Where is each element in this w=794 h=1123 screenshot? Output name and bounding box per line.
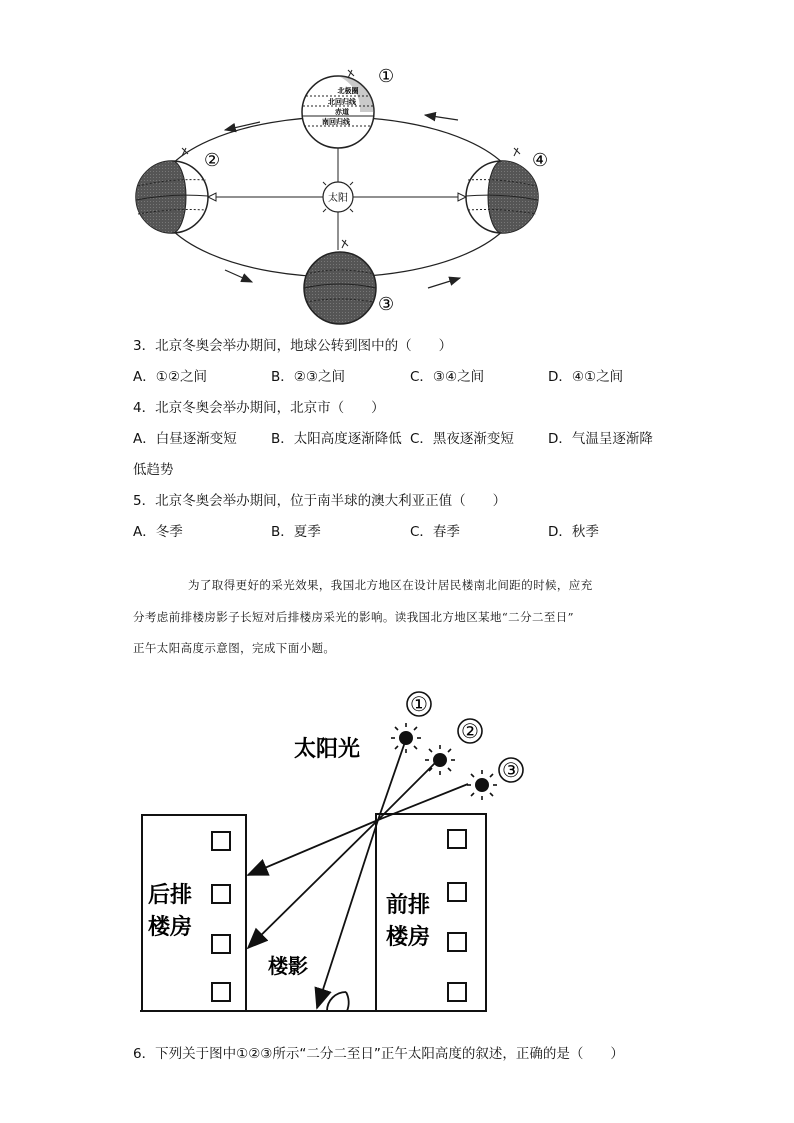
globe-position-3 [304, 240, 376, 324]
globe1-line-label: 南回归线 [322, 118, 350, 126]
question-4-option-b[interactable]: B．太阳高度逐渐降低 [271, 431, 402, 447]
globe-position-1 [302, 70, 374, 148]
globe1-line-label: 北极圈 [337, 87, 359, 95]
sun-icon [425, 745, 455, 775]
question-3-option-a[interactable]: A．①②之间 [133, 369, 207, 385]
globe-position-2 [136, 148, 208, 233]
sunlight-label: 太阳光 [294, 737, 361, 762]
question-5-option-b[interactable]: B．夏季 [271, 524, 321, 540]
globe1-line-label: 赤道 [335, 108, 349, 116]
question-5-option-a[interactable]: A．冬季 [133, 524, 183, 540]
sun-mark-1: ① [410, 692, 428, 716]
passage-line-1: 为了取得更好的采光效果，我国北方地区在设计居民楼南北间距的时候，应充 [188, 578, 593, 592]
position-mark-3: ③ [378, 294, 395, 315]
earth-orbit-figure [120, 60, 560, 335]
front-building-label: 前排 [386, 893, 431, 918]
question-4-option-c[interactable]: C．黑夜逐渐变短 [410, 431, 514, 447]
globe1-line-label: 北回归线 [328, 98, 356, 106]
passage-line-3: 正午太阳高度示意图，完成下面小题。 [133, 641, 336, 655]
sun-mark-3: ③ [502, 758, 520, 782]
sun-mark-2: ② [461, 719, 479, 743]
sun-icon [467, 770, 497, 800]
question-3-option-b[interactable]: B．②③之间 [271, 369, 345, 385]
passage-line-2: 分考虑前排楼房影子长短对后排楼房采光的影响。读我国北方地区某地“二分二至日” [133, 610, 574, 624]
position-mark-1: ① [378, 66, 395, 87]
question-4-option-d[interactable]: D．气温呈逐渐降 [548, 431, 653, 447]
question-4-option-d-continued: 低趋势 [133, 462, 174, 478]
question-4-option-a[interactable]: A．白昼逐渐变短 [133, 431, 237, 447]
question-6-stem: 6．下列关于图中①②③所示“二分二至日”正午太阳高度的叙述，正确的是（ ） [133, 1046, 624, 1062]
question-3-stem: 3．北京冬奥会举办期间，地球公转到图中的（ ） [133, 338, 453, 354]
question-3-option-c[interactable]: C．③④之间 [410, 369, 485, 385]
sun-icon [391, 723, 421, 753]
sun-label: 太阳 [328, 193, 348, 204]
question-3-option-d[interactable]: D．④①之间 [548, 369, 624, 385]
globe-position-4 [466, 148, 538, 233]
question-5-option-d[interactable]: D．秋季 [548, 524, 599, 540]
rear-building-label: 后排 [148, 883, 193, 908]
front-building-label: 楼房 [386, 925, 431, 950]
position-mark-4: ④ [532, 150, 549, 171]
question-5-stem: 5．北京冬奥会举办期间，位于南半球的澳大利亚正值（ ） [133, 493, 507, 509]
position-mark-2: ② [204, 150, 221, 171]
question-4-stem: 4．北京冬奥会举办期间，北京市（ ） [133, 400, 385, 416]
rear-building-label: 楼房 [148, 915, 193, 940]
building-shadow-figure [130, 680, 530, 1020]
question-5-option-c[interactable]: C．春季 [410, 524, 460, 540]
shadow-label: 楼影 [268, 954, 308, 978]
